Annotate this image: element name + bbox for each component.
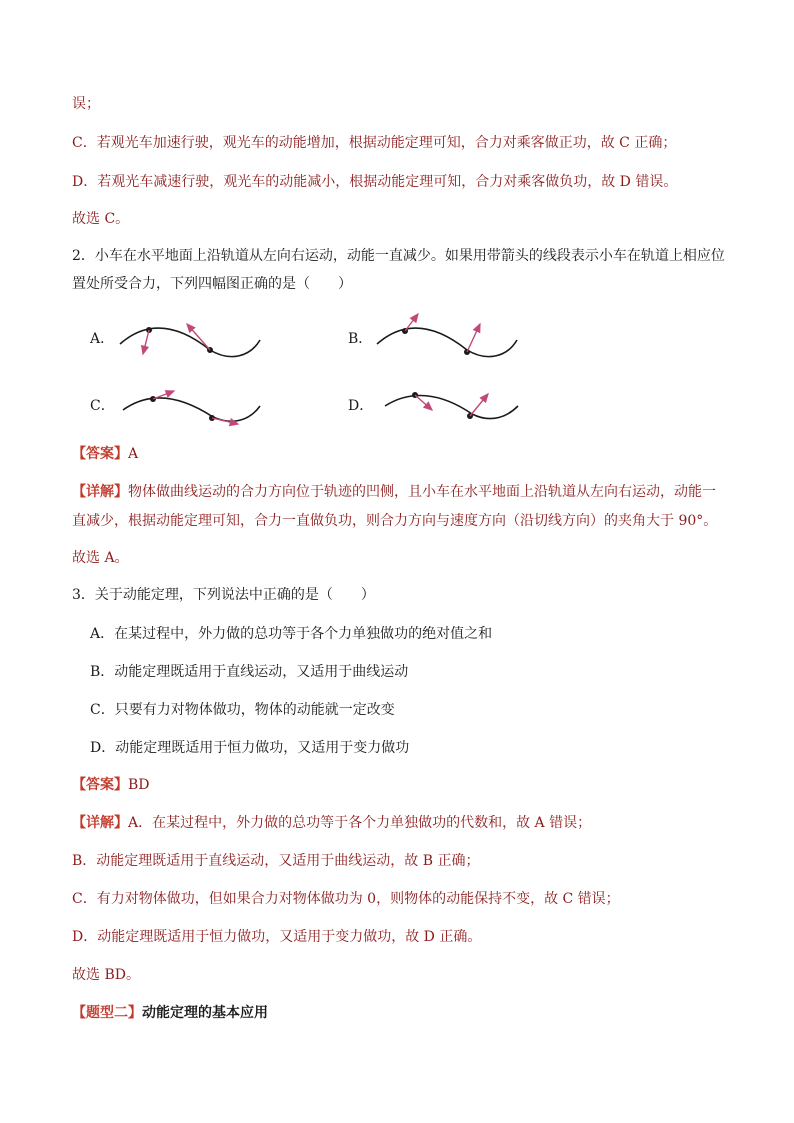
answer-row [72,775,150,795]
section-heading [72,1003,268,1023]
force-arrow [467,324,480,352]
text-line: C．若观光车加速行驶，观光车的动能增加，根据动能定理可知，合力对乘客做正功，故 C 正确； [72,135,677,151]
detail-text: A．在某过程中，外力做的总功等于各个力单独做功的代数和，故 A 错误； [128,815,592,831]
conclusion-text: 故选 A。 [72,550,129,566]
question-3-stem: 3．关于动能定理，下列说法中正确的是（ ） [72,587,375,603]
detail-text: C．有力对物体做功，但如果合力对物体做功为 0，则物体的动能保持不变，故 C 错误； [72,891,620,907]
option-c: C．只要有力对物体做功，物体的动能就一定改变 [90,702,395,718]
section-title: 动能定理的基本应用 [142,1005,268,1021]
option-d-label: D． [348,398,374,414]
text-line: 误； [72,96,100,112]
detail-tag: 【详解】 [72,815,128,831]
answer-value: BD [128,777,150,793]
question-2-stem: 置处所受合力，下列四幅图正确的是（ ） [72,276,352,292]
option-a: A．在某过程中，外力做的总功等于各个力单独做功的绝对值之和 [90,626,493,642]
option-a-label: A． [90,331,115,347]
answer-row [72,444,138,464]
conclusion-text: 故选 BD。 [72,967,140,983]
option-c-diagram [118,382,268,432]
track-curve [120,328,260,356]
text-line: 故选 C。 [72,211,130,227]
detail-row [72,482,716,502]
force-arrow [415,395,432,410]
option-d-diagram [380,382,530,432]
option-c-label: C． [90,398,115,414]
answer-tag: 【答案】 [72,777,128,793]
option-d: D．动能定理既适用于恒力做功，又适用于变力做功 [90,740,410,756]
answer-value: A [128,446,139,462]
force-arrow [143,330,149,354]
track-curve [377,328,517,356]
text-line: D．若观光车减速行驶，观光车的动能减小，根据动能定理可知，合力对乘客做负功，故 D 错误。 [72,174,678,190]
option-b-label: B． [348,331,373,347]
detail-row [72,813,591,833]
option-b: B．动能定理既适用于直线运动，又适用于曲线运动 [90,664,409,680]
option-b-diagram [372,310,522,365]
option-a-diagram [115,312,265,367]
section-tag: 【题型二】 [72,1005,142,1021]
detail-tag: 【详解】 [72,484,128,500]
answer-tag: 【答案】 [72,446,128,462]
track-curve [123,398,260,421]
detail-text: D．动能定理既适用于恒力做功，又适用于变力做功，故 D 正确。 [72,929,482,945]
track-curve [385,396,518,419]
detail-text: 物体做曲线运动的合力方向位于轨迹的凹侧，且小车在水平地面上沿轨道从左向右运动，动能一 [128,484,716,500]
question-2-stem: 2．小车在水平地面上沿轨道从左向右运动，动能一直减少。如果用带箭头的线段表示小车在轨道上相应位 [72,248,725,264]
force-arrow [470,394,488,416]
detail-text: 直减少，根据动能定理可知，合力一直做负功，则合力方向与速度方向（沿切线方向）的夹角大于 90°。 [72,513,718,529]
detail-text: B．动能定理既适用于直线运动，又适用于曲线运动，故 B 正确； [72,853,480,869]
